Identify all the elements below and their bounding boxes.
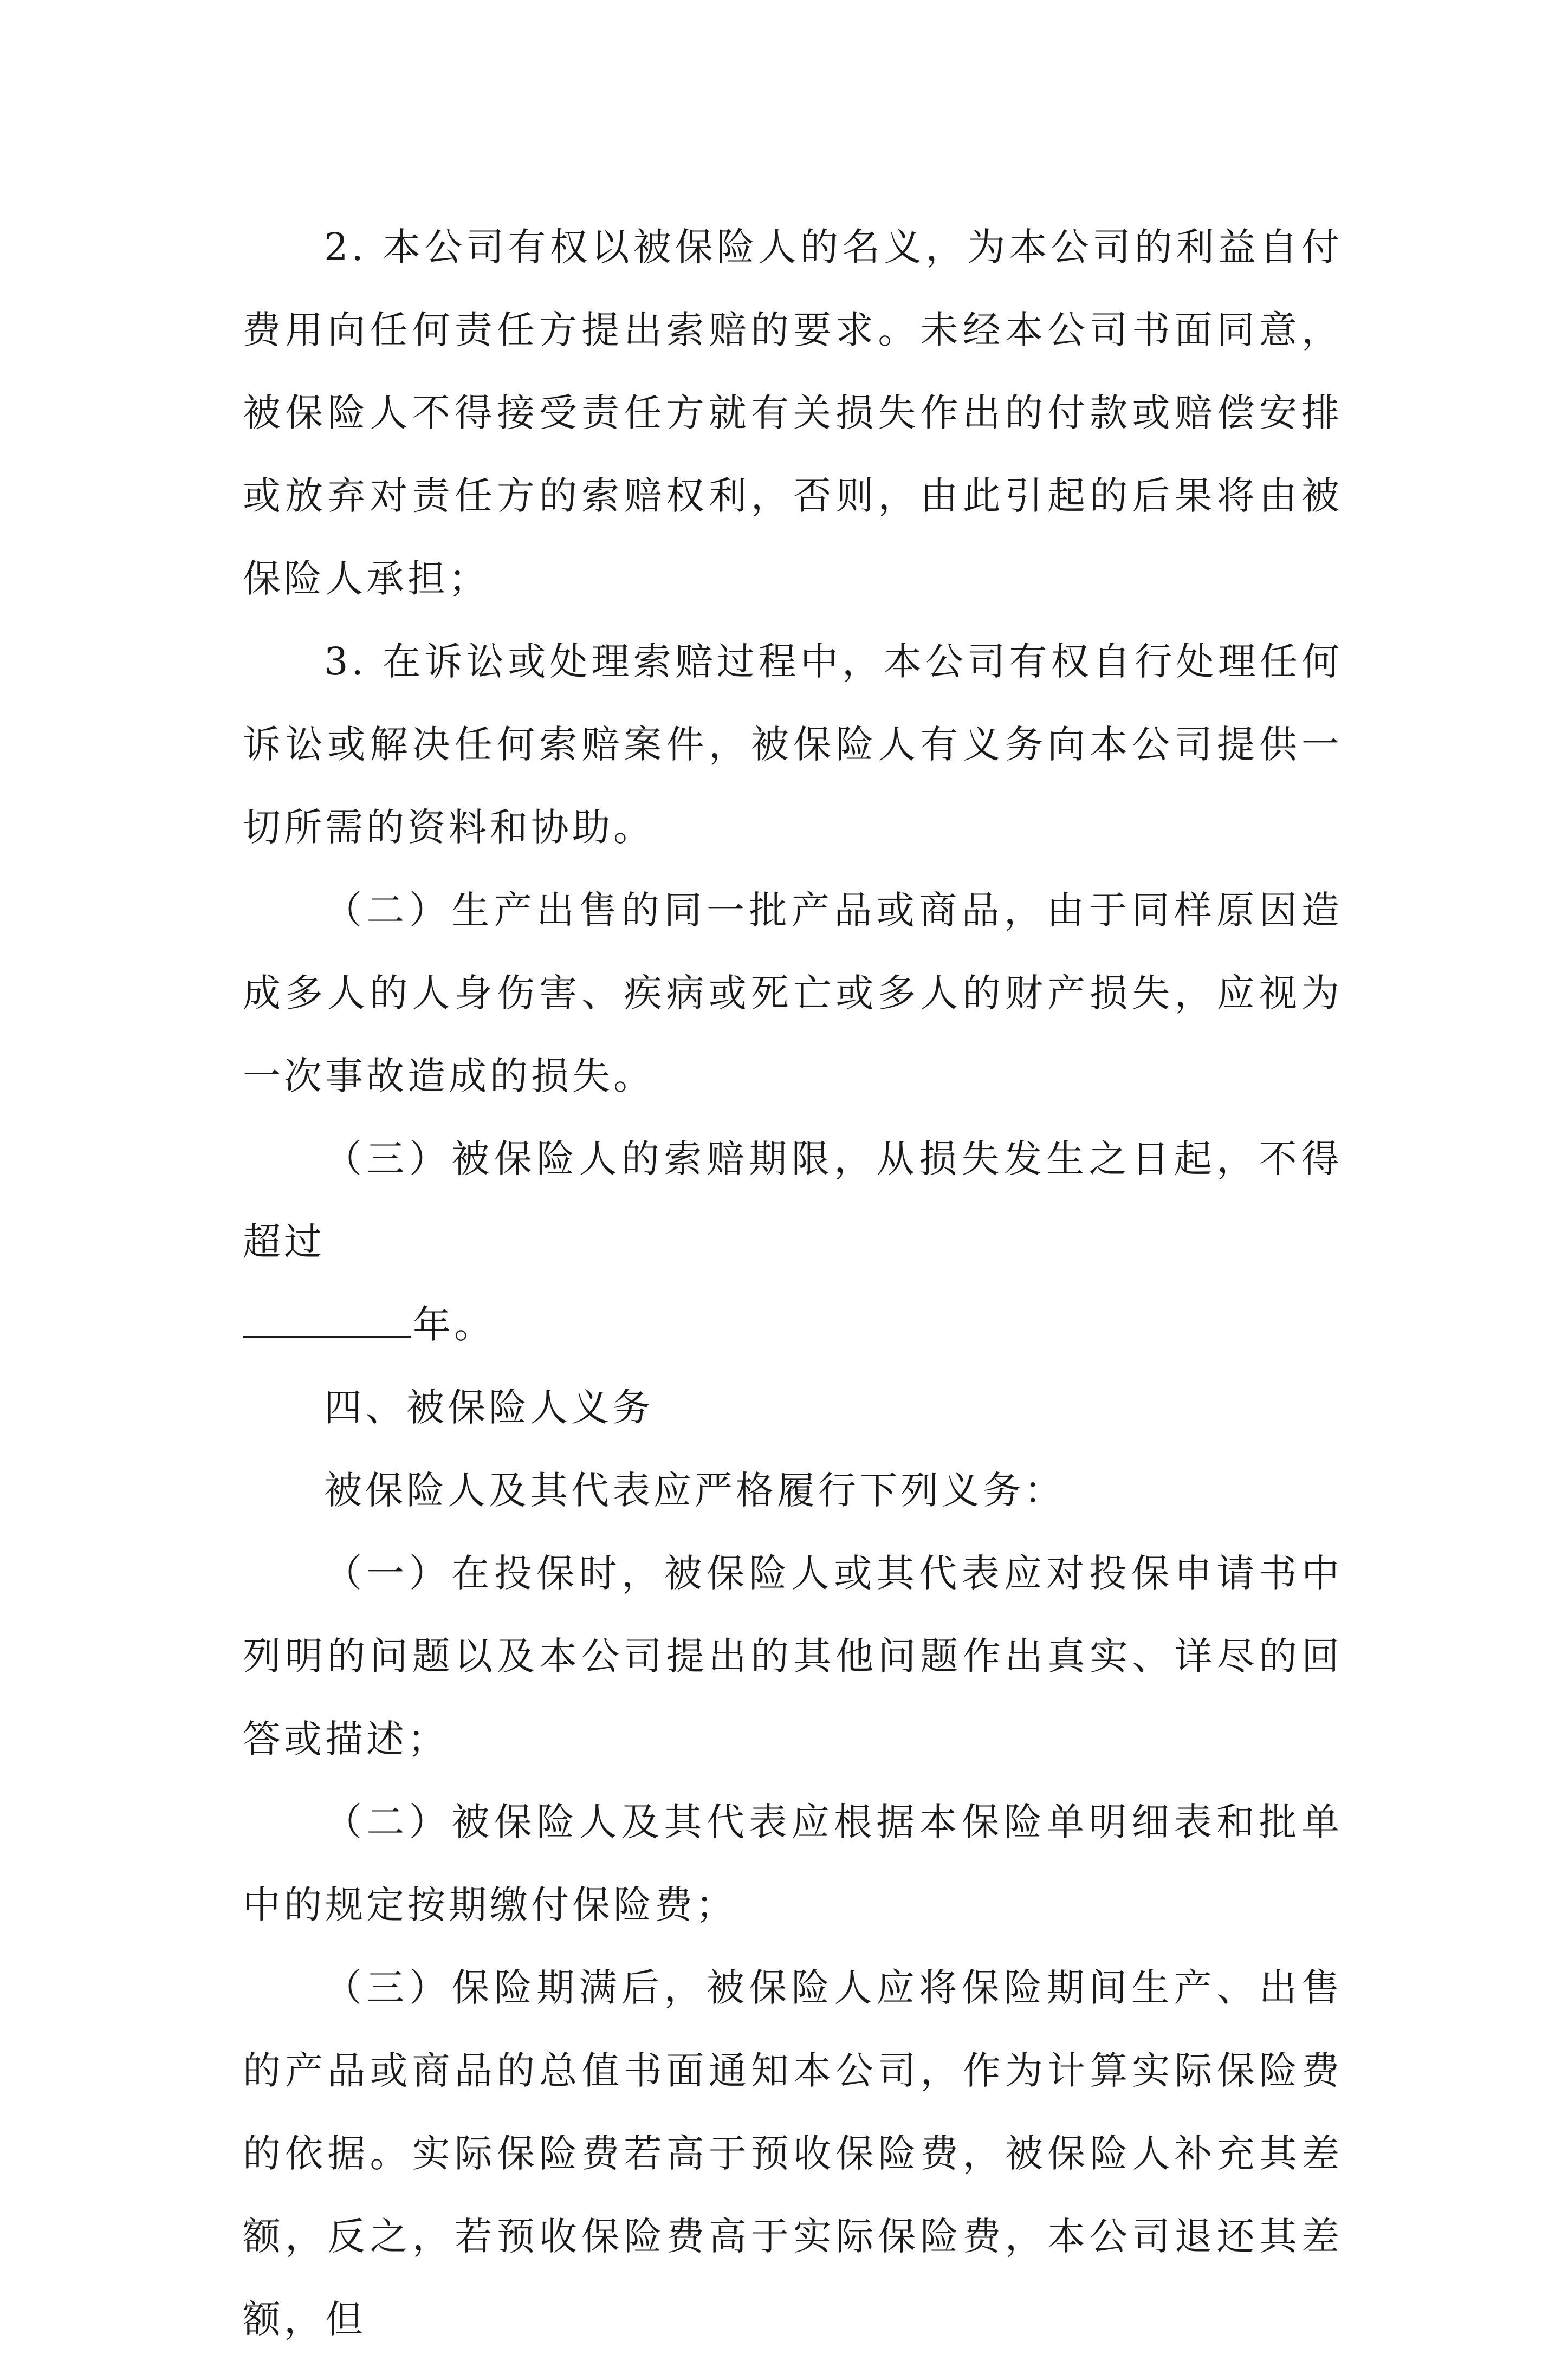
paragraph-subrogation-rights: 2. 本公司有权以被保险人的名义，为本公司的利益自付费用向任何责任方提出索赔的要求。未经本公司书面同意，被保险人不得接受责任方就有关损失作出的付款或赔偿安排或放弃对责任方的索赔权利，否则，由此引起的后果将由被保险人承担； bbox=[243, 225, 1343, 601]
document-body bbox=[243, 206, 1343, 2361]
paragraph-claim-period: （三）被保险人的索赔期限，从损失发生之日起，不得超过 bbox=[243, 1137, 1343, 1264]
claim-period-blank-line bbox=[243, 1303, 411, 1338]
claim-period-suffix: 年。 bbox=[413, 1302, 495, 1347]
paragraph-obligations-intro: 被保险人及其代表应严格履行下列义务： bbox=[324, 1468, 1065, 1513]
section-heading-insured-obligations: 四、被保险人义务 bbox=[324, 1385, 653, 1430]
paragraph-claim-period-continuation bbox=[243, 1283, 1343, 1366]
paragraph-obligation-disclosure: （一）在投保时，被保险人或其代表应对投保申请书中列明的问题以及本公司提出的其他问题作出真实、详尽的回答或描述； bbox=[243, 1551, 1343, 1761]
paragraph-same-batch-products: （二）生产出售的同一批产品或商品，由于同样原因造成多人的人身伤害、疾病或死亡或多人的财产损失，应视为一次事故造成的损失。 bbox=[243, 888, 1343, 1098]
paragraph-obligation-premium-payment: （二）被保险人及其代表应根据本保险单明细表和批单中的规定按期缴付保险费； bbox=[243, 1800, 1343, 1927]
paragraph-obligation-total-value-notice: （三）保险期满后，被保险人应将保险期间生产、出售的产品或商品的总值书面通知本公司，作为计算实际保险费的依据。实际保险费若高于预收保险费，被保险人补充其差额，反之，若预收保险费高于实际保险费，本公司退还其差额，但 bbox=[243, 1966, 1343, 2341]
paragraph-litigation-handling: 3. 在诉讼或处理索赔过程中，本公司有权自行处理任何诉讼或解决任何索赔案件，被保险人有义务向本公司提供一切所需的资料和协助。 bbox=[243, 639, 1343, 849]
